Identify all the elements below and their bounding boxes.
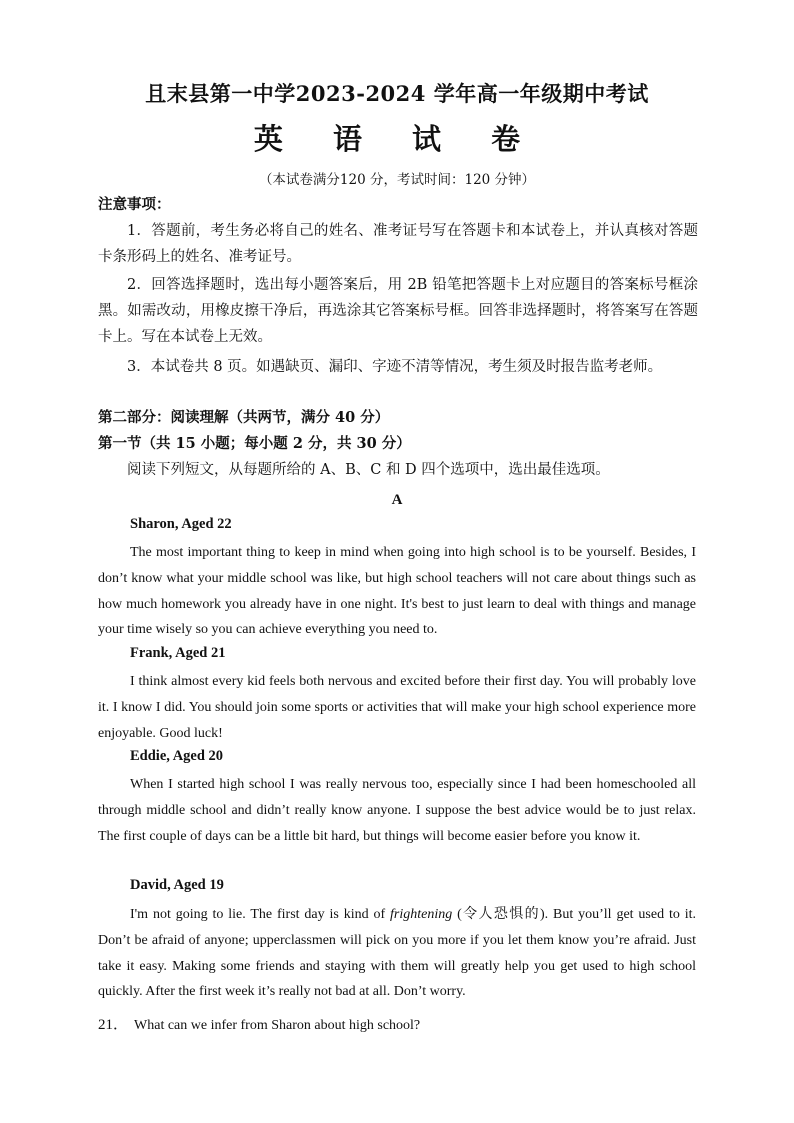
paragraph-eddie: When I started high school I was really nervous too, especially since I had been homeschooled all through middle school and didn’t really know anyone. I suppose the best advice would be to just relax. The first couple of days can be a little bit hard, but things will become easier before you know it. bbox=[98, 777, 696, 844]
notice-heading: 注意事项： bbox=[98, 196, 171, 213]
exam-info: （本试卷满分120 分，考试时间：120 分钟） bbox=[258, 172, 536, 188]
paragraph-sharon: The most important thing to keep in mind when going into high school is to be yourself. Besides, I don’t know what your middle school was like, but high school teachers will not care about things such as how much homework you already have in one night. It's best to just learn to deal with things and manage your time wisely so you can achieve everything you need to. bbox=[98, 545, 696, 638]
paragraph-frank: I think almost every kid feels both nervous and excited before their first day. You will probably love it. I know I did. You should join some sports or activities that will make your high school experience more enjoyable. Good luck! bbox=[98, 674, 696, 741]
paragraph-david bbox=[98, 902, 696, 1005]
part2-heading: 第二部分：阅读理解（共两节，满分 40 分） bbox=[98, 409, 390, 426]
passage-label: A bbox=[391, 492, 403, 508]
speaker-name-david: David, Aged 19 bbox=[130, 877, 224, 893]
david-text-part2: (令人恐惧的). But you’ll get used to it. Don’t be afraid of anyone; upperclassmen will pick on you more if you let them know you’re afraid. Just take it easy. Making some friends and staying with them will greatly help you get used to high school quickly. After the first week it’s really not bad at all. Don’t worry. bbox=[98, 907, 696, 1000]
exam-title: 且末县第一中学2023-2024 学年高一年级期中考试 bbox=[145, 81, 649, 106]
speaker-name-eddie: Eddie, Aged 20 bbox=[130, 748, 224, 764]
speaker-name-frank: Frank, Aged 21 bbox=[130, 645, 226, 661]
speaker-name-sharon: Sharon, Aged 22 bbox=[130, 516, 232, 532]
question-text: What can we infer from Sharon about high school? bbox=[134, 1018, 421, 1033]
question-number: 21． bbox=[98, 1017, 129, 1033]
question-21 bbox=[98, 1013, 420, 1034]
notice-item-2: 2．回答选择题时，选出每小题答案后，用 2B 铅笔把答题卡上对应题目的答案标号框涂黑。如需改动，用橡皮擦干净后，再选涂其它答案标号框。回答非选择题时，将答案写在答题卡上。写在本试卷上无效。 bbox=[98, 277, 698, 345]
notice-item-3: 3．本试卷共 8 页。如遇缺页、漏印、字迹不清等情况，考生须及时报告监考老师。 bbox=[127, 359, 663, 375]
david-text-part1: I'm not going to lie. The first day is kind of bbox=[130, 907, 390, 922]
subject-title: 英 语 试 卷 bbox=[253, 122, 541, 156]
notice-item-1: 1．答题前，考生务必将自己的姓名、准考证号写在答题卡和本试卷上，并认真核对答题卡条形码上的姓名、准考证号。 bbox=[98, 223, 698, 265]
reading-instruction: 阅读下列短文，从每题所给的 A、B、C 和 D 四个选项中，选出最佳选项。 bbox=[127, 462, 610, 478]
section1-heading: 第一节（共 15 小题；每小题 2 分，共 30 分） bbox=[98, 435, 411, 452]
david-italic-word: frightening bbox=[390, 907, 453, 922]
